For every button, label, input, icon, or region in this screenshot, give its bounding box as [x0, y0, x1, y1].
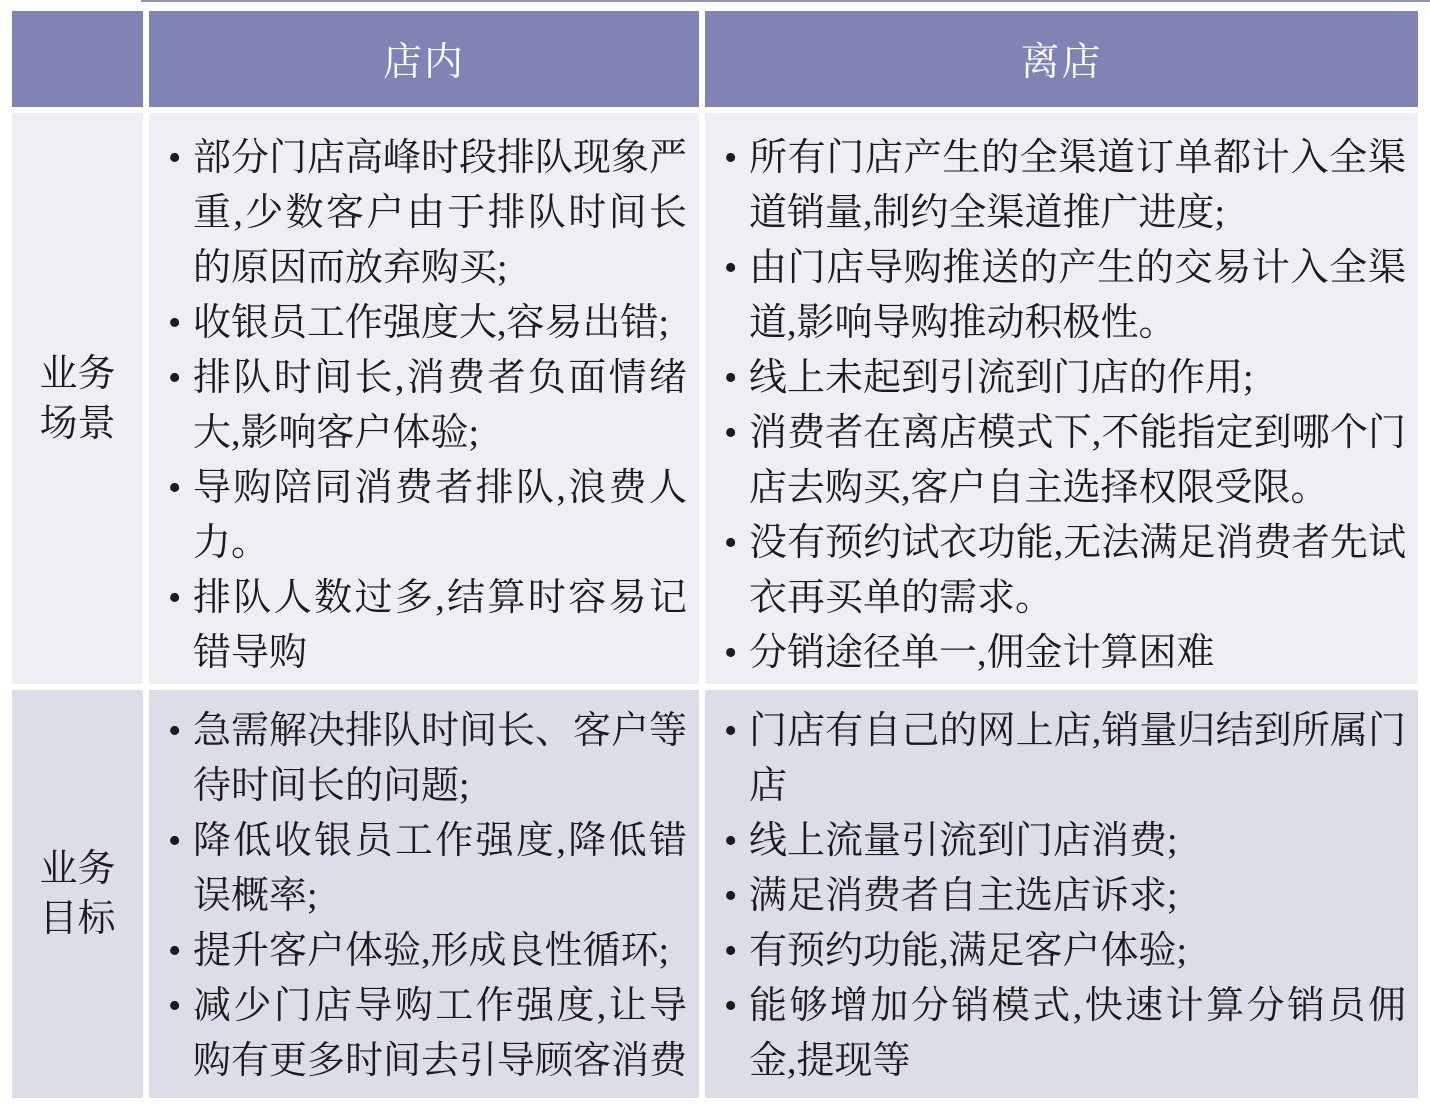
- instore-offstore-comparison-table: [12, 11, 1418, 1098]
- cell-goals-instore: [149, 690, 699, 1098]
- bullet-item: • 收银员工作强度大,容易出错;: [169, 296, 687, 351]
- column-header-offstore: [705, 11, 1418, 107]
- column-header-offstore-label: 离店: [1020, 41, 1103, 84]
- bullet-item: • 消费者在离店模式下,不能指定到哪个门店去购买,客户自主选择权限受限。: [725, 406, 1406, 516]
- corner-stub-cell: [12, 11, 143, 107]
- cell-goals-offstore: [705, 690, 1418, 1098]
- bullet-item: • 部分门店高峰时段排队现象严重,少数客户由于排队时间长的原因而放弃购买;: [169, 131, 687, 296]
- bullet-item: • 能够增加分销模式,快速计算分销员佣金,提现等: [725, 979, 1406, 1089]
- bullet-item: • 提升客户体验,形成良性循环;: [169, 924, 687, 979]
- row-header-business-goals-label: 业务目标: [39, 848, 116, 940]
- row-header-business-scenarios: [12, 113, 143, 684]
- scenarios-offstore-bullet-list: [725, 131, 1406, 681]
- bullet-item: • 线上流量引流到门店消费;: [725, 814, 1406, 869]
- bullet-item: • 减少门店导购工作强度,让导购有更多时间去引导顾客消费: [169, 979, 687, 1089]
- cell-scenarios-offstore: [705, 113, 1418, 684]
- bullet-item: • 排队人数过多,结算时容易记错导购: [169, 571, 687, 681]
- cell-scenarios-instore: [149, 113, 699, 684]
- scenarios-instore-bullet-list: [169, 131, 687, 681]
- bullet-item: • 排队时间长,消费者负面情绪大,影响客户体验;: [169, 351, 687, 461]
- bullet-item: • 导购陪同消费者排队,浪费人力。: [169, 461, 687, 571]
- bullet-item: • 没有预约试衣功能,无法满足消费者先试衣再买单的需求。: [725, 516, 1406, 626]
- goals-instore-bullet-list: [169, 704, 687, 1089]
- bullet-item: • 线上未起到引流到门店的作用;: [725, 351, 1406, 406]
- top-crop-artifact-line: [141, 0, 1430, 2]
- column-header-instore: [149, 11, 699, 107]
- bullet-item: • 降低收银员工作强度,降低错误概率;: [169, 814, 687, 924]
- row-header-business-scenarios-label: 业务场景: [39, 352, 116, 445]
- bullet-item: • 门店有自己的网上店,销量归结到所属门店: [725, 704, 1406, 814]
- bullet-item: • 由门店导购推送的产生的交易计入全渠道,影响导购推动积极性。: [725, 241, 1406, 351]
- bullet-item: • 满足消费者自主选店诉求;: [725, 869, 1406, 924]
- bullet-item: • 所有门店产生的全渠道订单都计入全渠道销量,制约全渠道推广进度;: [725, 131, 1406, 241]
- bullet-item: • 分销途径单一,佣金计算困难: [725, 626, 1406, 681]
- goals-offstore-bullet-list: [725, 704, 1406, 1089]
- bullet-item: • 急需解决排队时间长、客户等待时间长的问题;: [169, 704, 687, 814]
- column-header-instore-label: 店内: [382, 41, 465, 84]
- row-header-business-goals: [12, 690, 143, 1098]
- bullet-item: • 有预约功能,满足客户体验;: [725, 924, 1406, 979]
